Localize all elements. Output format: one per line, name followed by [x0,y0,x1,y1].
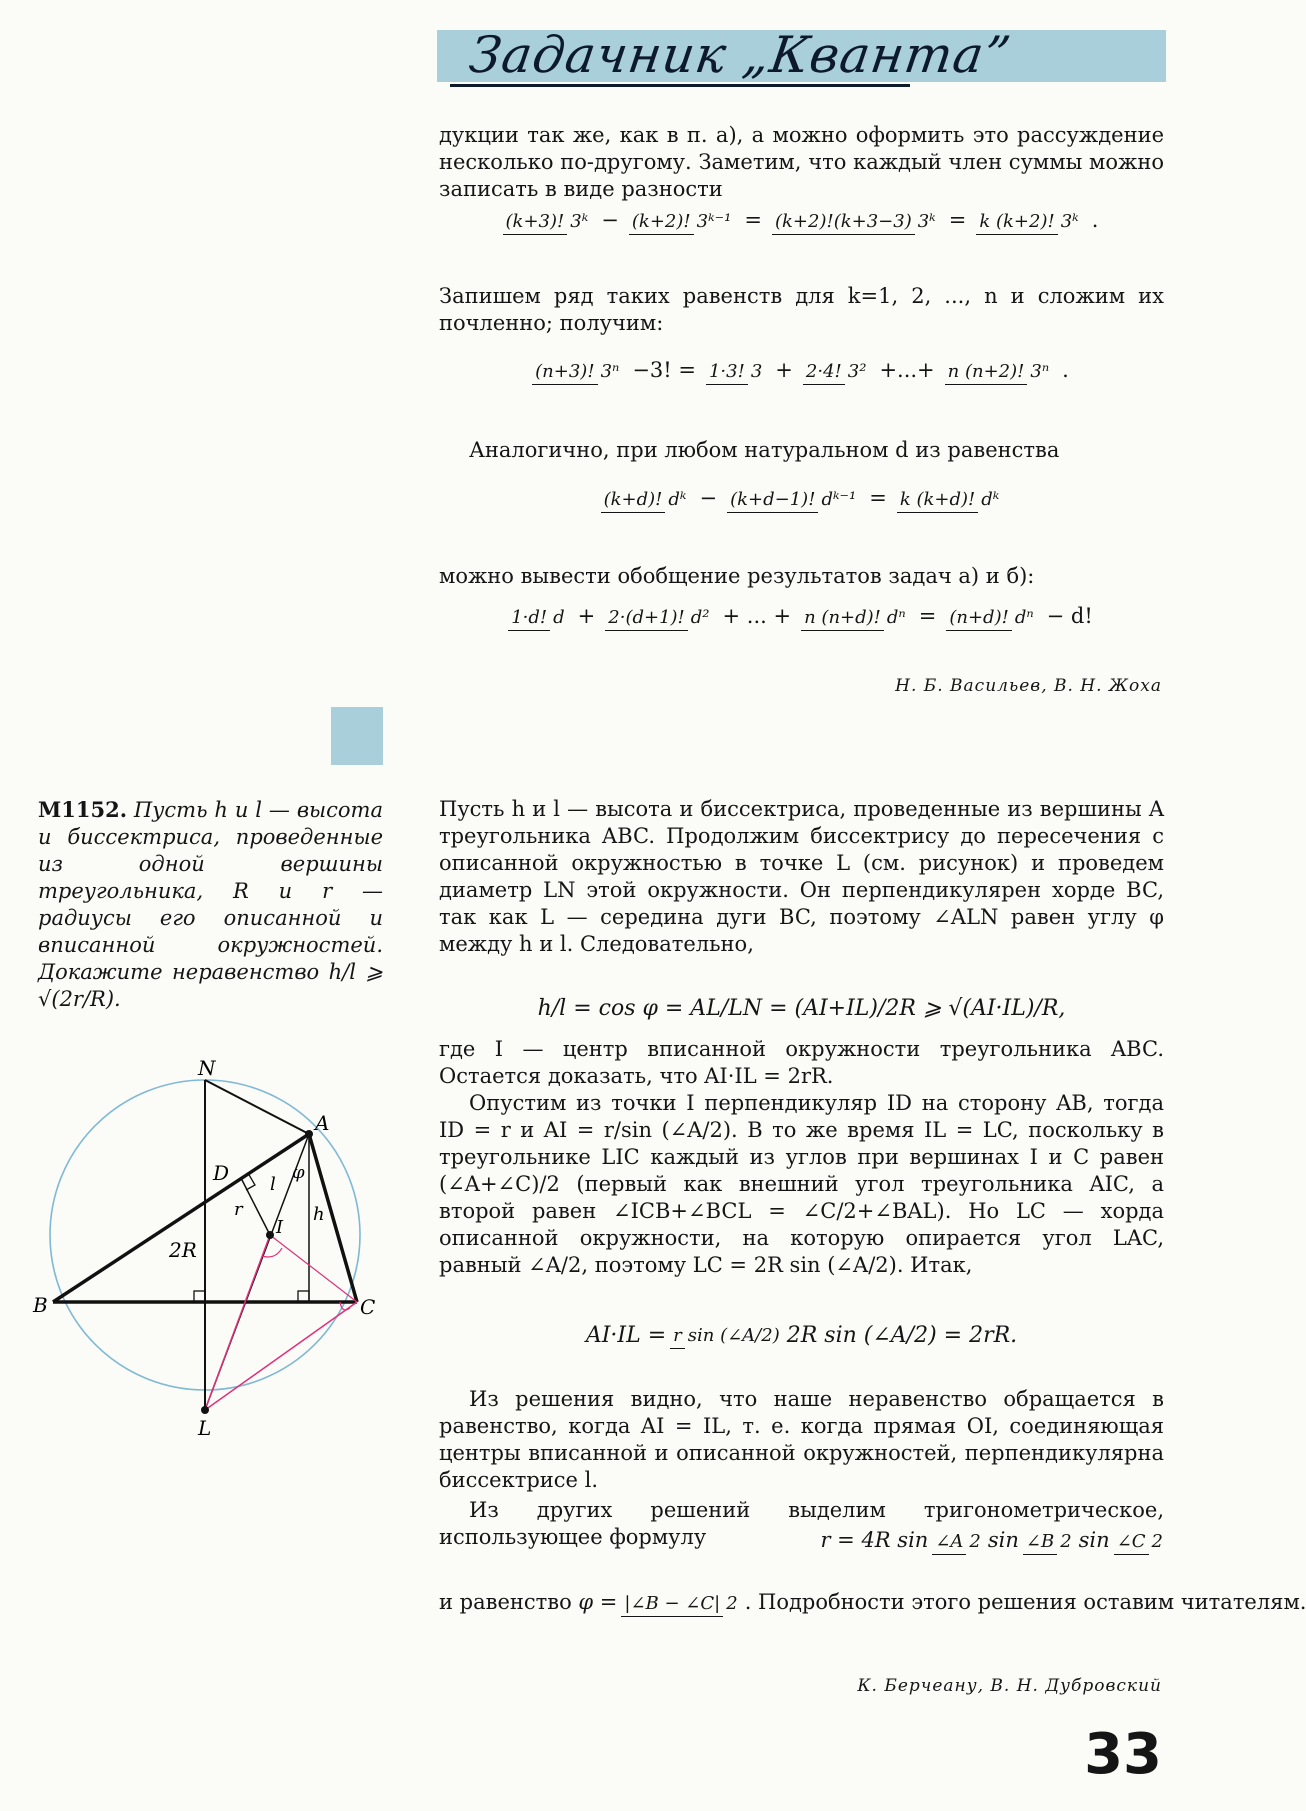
label-h: h [313,1204,325,1225]
top-paragraph-4: можно вывести обобщение результатов задач а) и б): [439,564,1035,588]
page-number: 33 [1084,1722,1162,1787]
top-paragraph-2: Запишем ряд таких равенств для k=1, 2, ..., n и сложим их почленно; получим: [439,284,1164,335]
label-r: r [234,1199,243,1220]
segment-il [205,1235,270,1410]
top-signature: Н. Б. Васильев, В. Н. Жоха [895,676,1162,696]
label-a: A [315,1111,330,1135]
solution-formula-4-line: и равенство φ = |∠B − ∠C| 2 . Подробности этого решения оставим читателям. [439,1590,1164,1617]
label-n: N [198,1056,216,1080]
solution-formula-3: r = 4R sin ∠A 2 sin ∠B 2 sin ∠C 2 [790,1528,1170,1555]
perp-id [241,1178,270,1235]
solution-formula-2: AI·IL = r sin (∠A/2) 2R sin (∠A/2) = 2rR. [585,1322,1018,1348]
problem-statement [38,796,383,1013]
label-d: D [213,1161,230,1185]
problem-text: Пусть h и l — высота и биссектриса, проведенные из одной вершины треугольника, R и r — радиусы его описанной и вписанной окружностей. Докажите неравенство h/l ⩾ √(2r/R). [38,798,383,1011]
decorative-square [331,707,383,765]
label-b: B [33,1293,48,1317]
problem-number: М1152. [38,797,128,822]
top-paragraph-3: Аналогично, при любом натуральном d из равенства [469,438,1060,462]
label-l: L [198,1416,212,1440]
solution-paragraph-3: Опустим из точки I перпендикуляр ID на сторону AB, тогда ID = r и AI = r/sin (∠A/2). В то же время IL = LC, поскольку в треугольнике LIC каждый из углов при вершинах I и C равен (∠A+∠C)/2 (первый как внешний угол треугольника AIC, а второй равен ∠ICB+∠BCL = ∠C/2+∠BAL). Но LC — хорда описанной окружности, на которую опирается угол LAC, равный ∠A/2, поэтому LC = 2R sin (∠A/2). Итак, [439,1091,1164,1277]
geometry-figure [30,1056,390,1440]
solution-signature: К. Берчеану, В. Н. Дубровский [857,1676,1162,1696]
header-title: Задачник „Кванта” [465,26,1015,84]
top-paragraph-1: дукции так же, как в п. а), а можно оформить это рассуждение несколько по-другому. Заметим, что каждый член суммы можно записать в виде разности [439,123,1164,201]
side-ba [53,1134,309,1302]
label-2r: 2R [169,1238,197,1262]
solution-paragraph-2: где I — центр вписанной окружности треугольника ABC. Остается доказать, что AI·IL = 2rR. [439,1037,1164,1088]
formula-1: (k+3)! 3ᵏ − (k+2)! 3ᵏ⁻¹ = (k+2)!(k+3−3) 3ᵏ = k (k+2)! 3ᵏ . [439,208,1164,235]
point-l [201,1406,209,1414]
solution-paragraph-1: Пусть h и l — высота и биссектриса, проведенные из вершины A треугольника ABC. Продолжим биссектрису до пересечения с описанной окружностью в точке L (см. рисунок) и проведем диаметр LN этой окружности. Он перпендикулярен хорде BC, так как L — середина дуги BC, поэтому ∠ALN равен углу φ между h и l. Следовательно, [439,797,1164,956]
solution-paragraph-4: Из решения видно, что наше неравенство обращается в равенство, когда AI = IL, т. е. когда прямая OI, соединяющая центры вписанной и описанной окружностей, перпендикулярна биссектрисе l. [439,1387,1164,1492]
segment-lc [205,1302,357,1410]
segment-ic [270,1235,357,1302]
label-i: I [276,1217,284,1238]
label-c: C [360,1295,376,1319]
label-phi: φ [292,1162,305,1183]
formula-2: (n+3)! 3ⁿ −3! = 1·3! 3 + 2·4! 3² +...+ n (n+2)! 3ⁿ . [439,358,1164,385]
solution-paragraph-5: Из других решений выделим тригонометрическое, использующее формулу [439,1498,1164,1549]
header-underline [450,84,910,87]
solution-formula-1: h/l = cos φ = AL/LN = (AI+IL)/2R ⩾ √(AI·IL)/R, [537,996,1066,1021]
point-i [266,1231,274,1239]
formula-3: (k+d)! dᵏ − (k+d−1)! dᵏ⁻¹ = k (k+d)! dᵏ [439,486,1164,513]
point-a [305,1130,313,1138]
label-l-small: l [270,1174,276,1195]
formula-4: 1·d! d + 2·(d+1)! d² + ... + n (n+d)! dⁿ = (n+d)! dⁿ − d! [439,604,1164,631]
